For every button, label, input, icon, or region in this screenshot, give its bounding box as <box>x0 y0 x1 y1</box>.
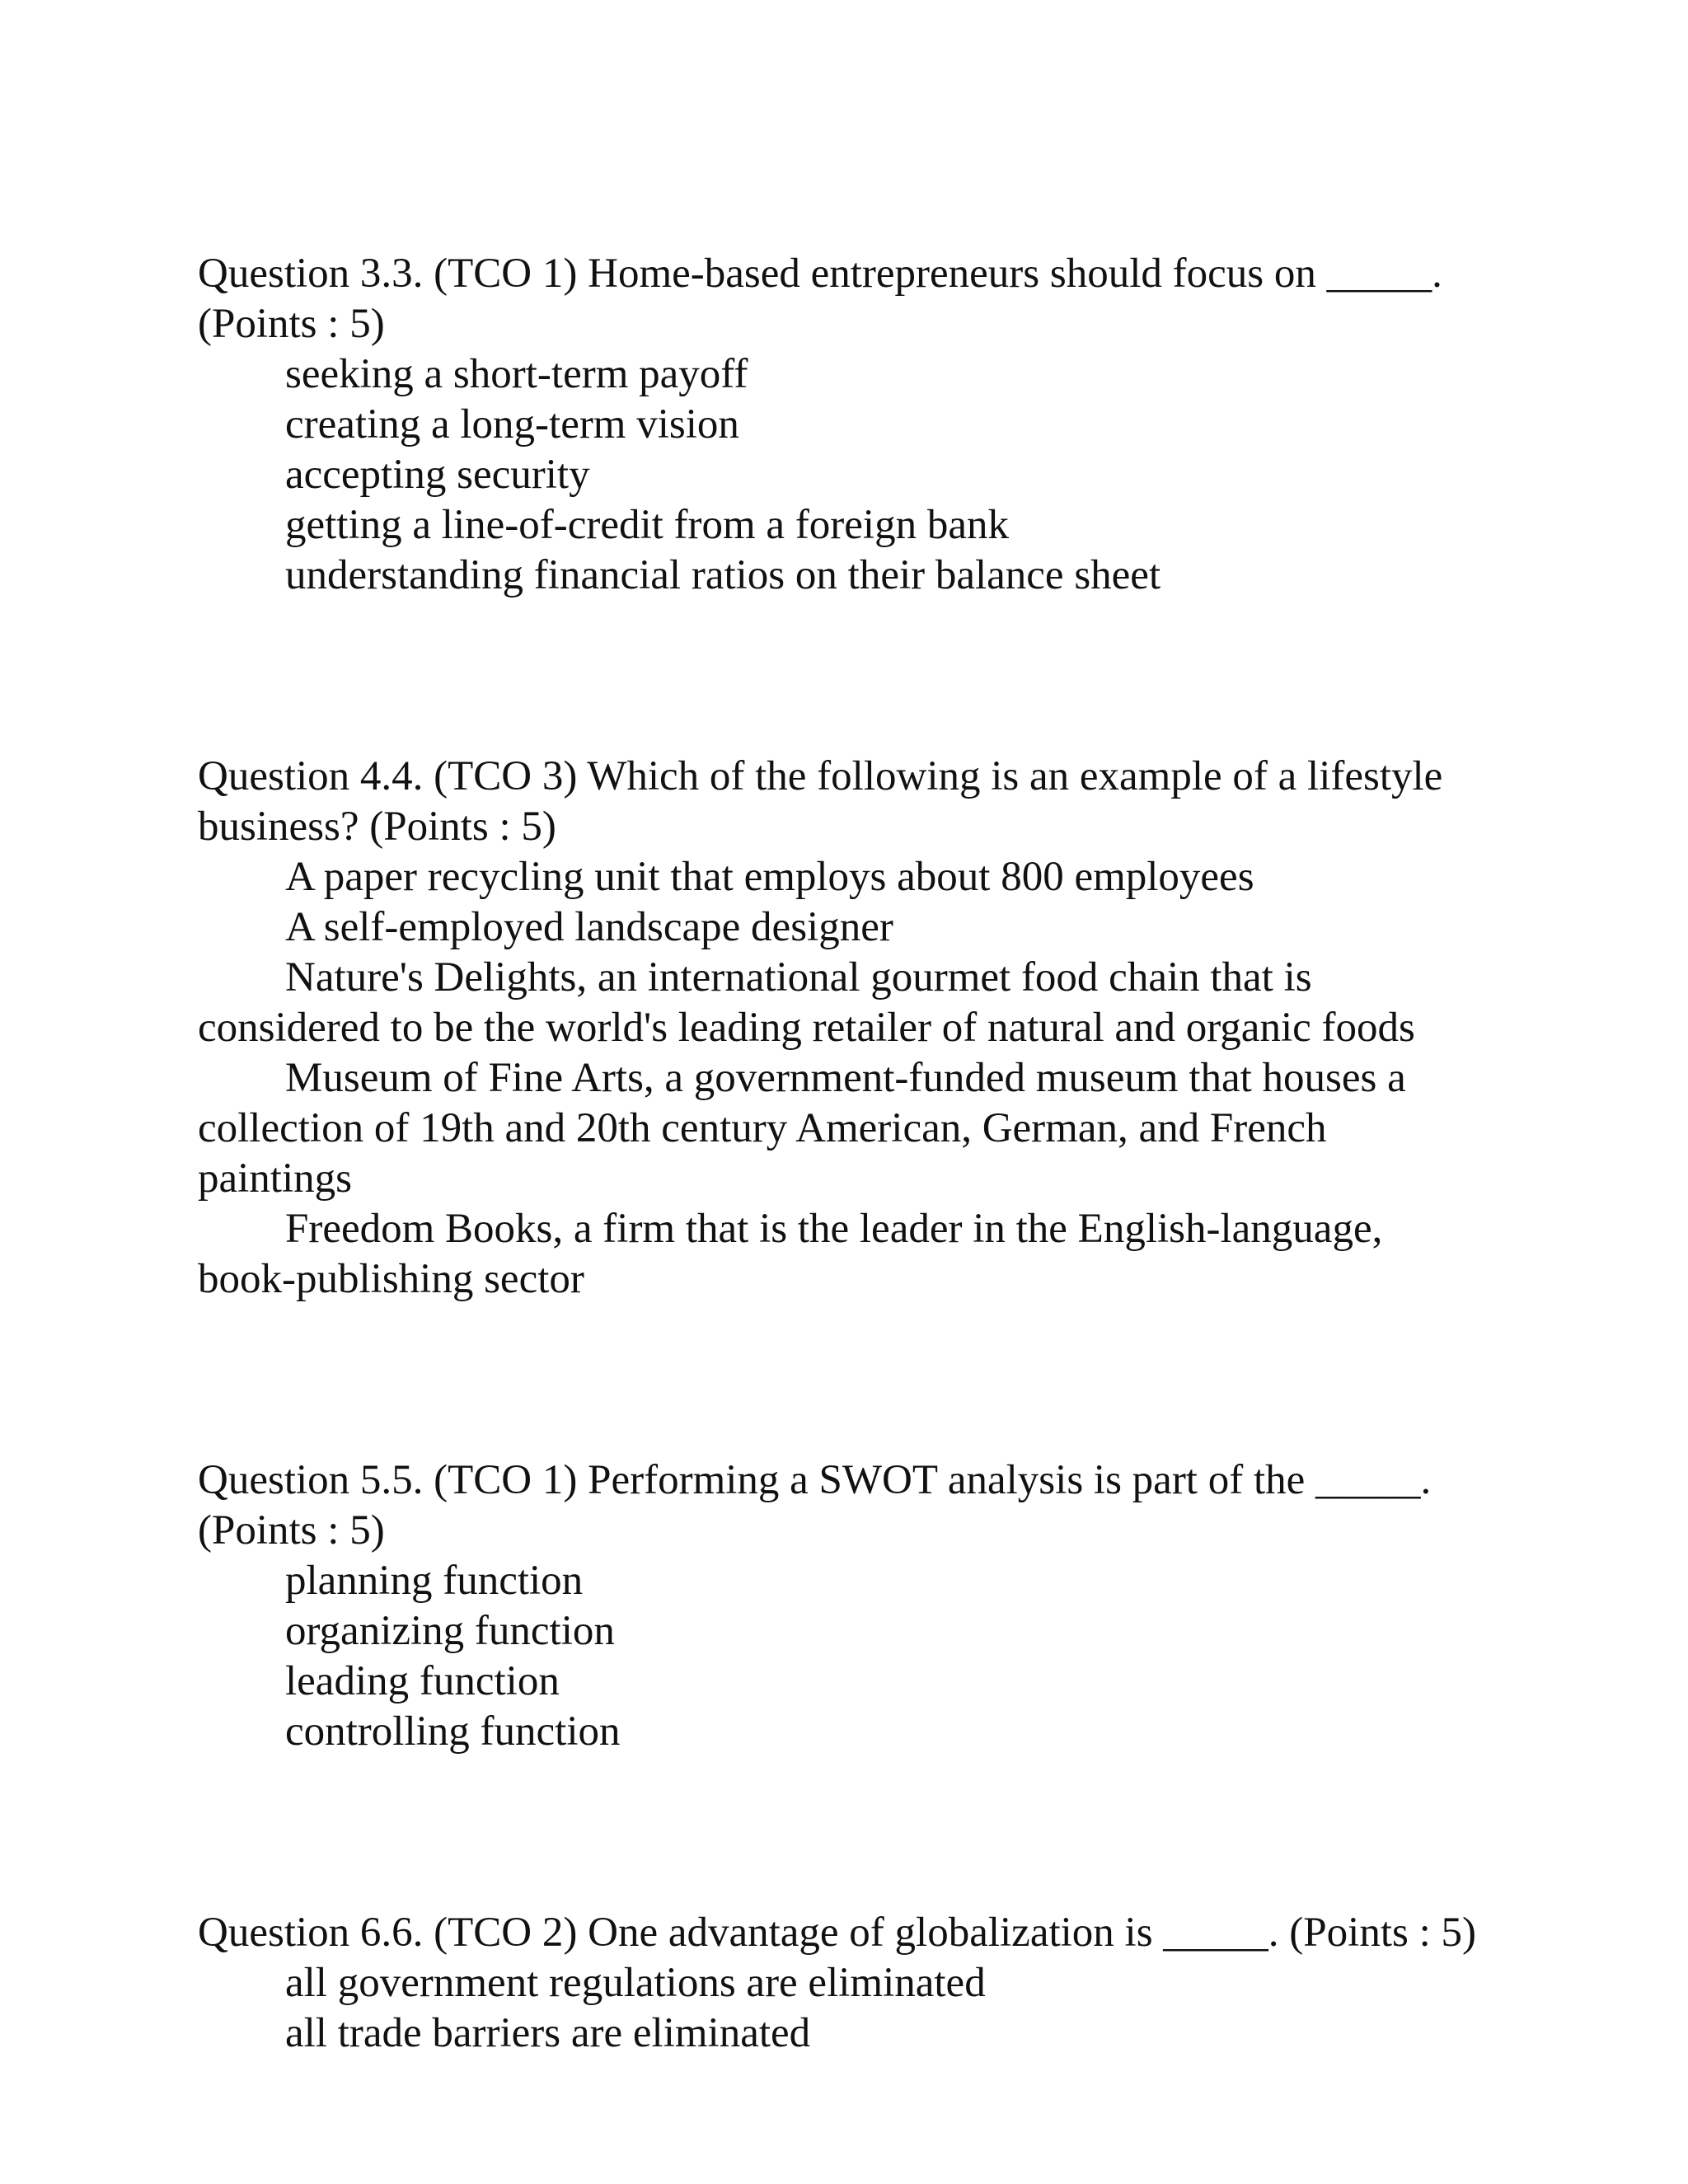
question-prompt: Question 5.5. (TCO 1) Performing a SWOT analysis is part of the _____. (Points : 5) <box>198 1457 1432 1554</box>
answer-option: getting a line-of-credit from a foreign bank <box>285 502 1009 548</box>
answer-option: creating a long-term vision <box>285 401 739 448</box>
question-prompt: Question 6.6. (TCO 2) One advantage of globalization is _____. (Points : 5) <box>198 1910 1476 1956</box>
answer-option: controlling function <box>285 1708 621 1755</box>
question-list <box>198 249 1484 2059</box>
answer-option: Freedom Books, a firm that is the leader in the English-language, book-publishing sector <box>198 1206 1383 1302</box>
answer-option: planning function <box>285 1558 584 1604</box>
answer-option: A self-employed landscape designer <box>285 904 893 950</box>
question-spacer <box>198 601 1484 752</box>
question-spacer <box>198 1757 1484 1908</box>
question-5-5 <box>198 1455 1484 1757</box>
answer-option: leading function <box>285 1658 560 1704</box>
question-prompt: Question 3.3. (TCO 1) Home-based entrepreneurs should focus on _____. (Points : 5) <box>198 251 1442 347</box>
question-prompt: Question 4.4. (TCO 3) Which of the following is an example of a lifestyle business? (Points : 5) <box>198 753 1443 850</box>
answer-option: Museum of Fine Arts, a government-funded museum that houses a collection of 19th and 20th century American, German, and French paintings <box>198 1055 1406 1202</box>
answer-option: all trade barriers are eliminated <box>285 2010 811 2056</box>
question-4-4 <box>198 752 1484 1305</box>
answer-option: Nature's Delights, an international gourmet food chain that is considered to be the world's leading retailer of natural and organic foods <box>198 954 1415 1051</box>
question-3-3 <box>198 249 1484 601</box>
answer-option: A paper recycling unit that employs about 800 employees <box>285 854 1254 900</box>
answer-option: organizing function <box>285 1608 615 1654</box>
answer-options <box>198 1556 1484 1757</box>
question-6-6 <box>198 1908 1484 2059</box>
answer-option: all government regulations are eliminated <box>285 1960 986 2006</box>
answer-options <box>198 349 1484 601</box>
answer-option: seeking a short-term payoff <box>285 351 748 397</box>
answer-option: understanding financial ratios on their balance sheet <box>285 552 1161 598</box>
question-spacer <box>198 1305 1484 1455</box>
answer-options <box>198 1958 1484 2059</box>
answer-option: accepting security <box>285 452 590 498</box>
answer-options <box>198 852 1484 1305</box>
